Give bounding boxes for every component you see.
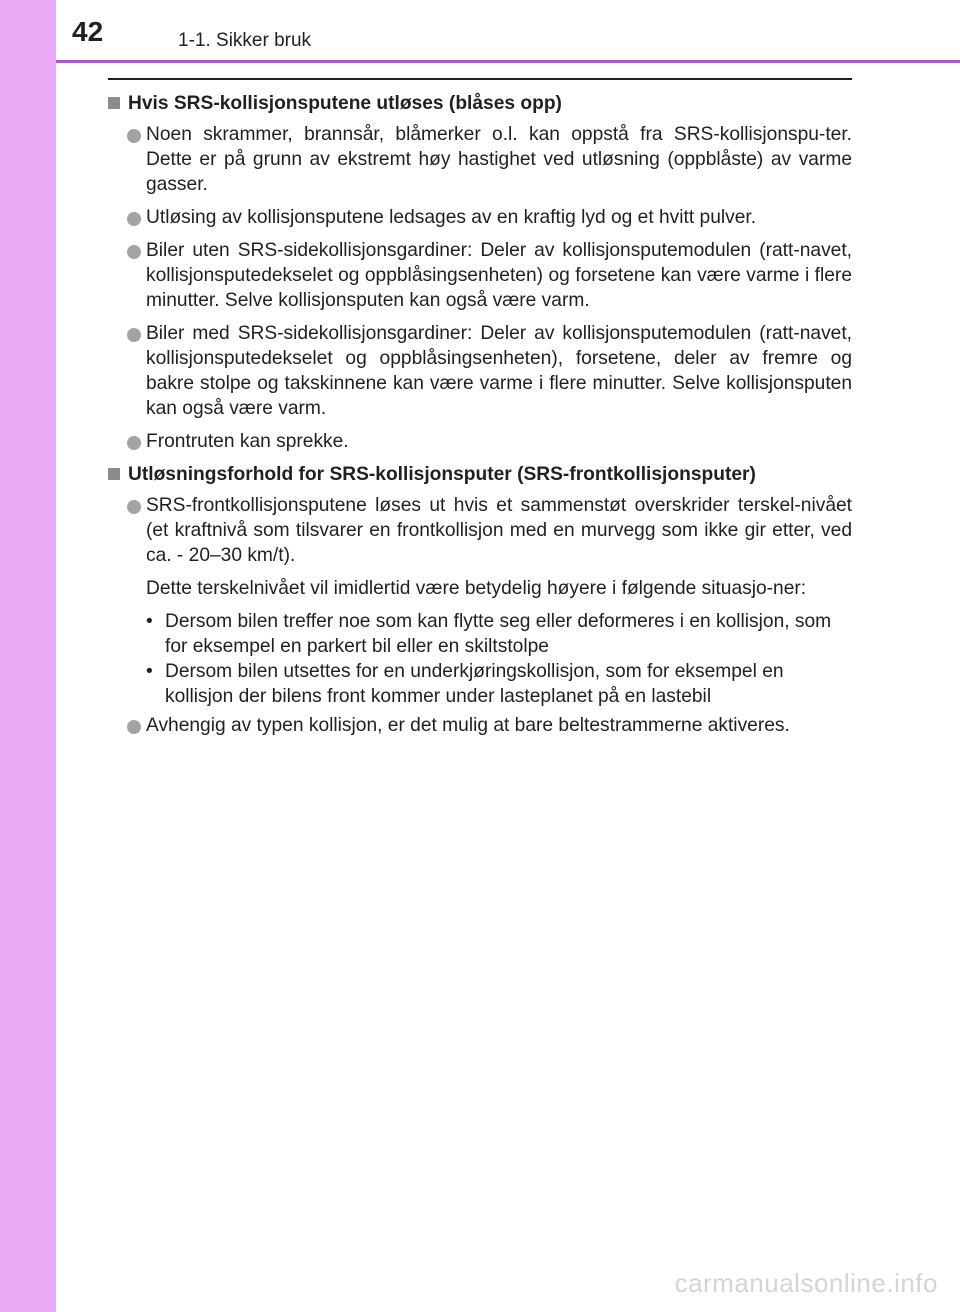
list-item	[108, 238, 852, 313]
watermark: carmanualsonline.info	[674, 1268, 938, 1298]
list-item	[108, 713, 852, 738]
bullet-marker: •	[146, 661, 153, 682]
section-title: 1-1. Sikker bruk	[178, 30, 312, 51]
circle-bullet-icon	[127, 129, 141, 143]
circle-bullet-icon	[127, 328, 141, 342]
list-item	[108, 321, 852, 421]
circle-bullet-icon	[127, 245, 141, 259]
bullet-text: Avhengig av typen kollisjon, er det mulig at bare beltestrammerne aktiveres.	[146, 715, 790, 736]
header-divider	[56, 60, 960, 63]
circle-bullet-icon	[127, 500, 141, 514]
heading-text: Utløsningsforhold for SRS-kollisjonsputer (SRS-frontkollisjonsputer)	[128, 464, 756, 485]
bullet-text: SRS-frontkollisjonsputene løses ut hvis et sammenstøt overskrider terskel-nivået (et kraftnivå som tilsvarer en frontkollisjon med en murvegg som ikke gir etter, ved ca. - 20–30 km/t).	[146, 495, 852, 566]
content-top-rule	[108, 78, 852, 80]
sub-list-item	[108, 609, 852, 659]
sub-item-text: Dersom bilen treffer noe som kan flytte seg eller deformeres i en kollisjon, som for eksempel en parkert bil eller en skiltstolpe	[165, 611, 832, 657]
list-item	[108, 205, 852, 230]
bullet-text: Utløsing av kollisjonsputene ledsages av en kraftig lyd og et hvitt pulver.	[146, 207, 757, 228]
section-heading	[108, 91, 852, 116]
circle-bullet-icon	[127, 436, 141, 450]
sidebar-tab	[0, 0, 56, 1312]
heading-text: Hvis SRS-kollisjonsputene utløses (blåses opp)	[128, 93, 562, 114]
list-item	[108, 122, 852, 197]
list-item	[108, 429, 852, 454]
section-heading	[108, 462, 852, 487]
bullet-text: Biler med SRS-sidekollisjonsgardiner: Deler av kollisjonsputemodulen (ratt-navet, kollisjonsputedekselet og oppblåsingsenheten), forsetene, deler av fremre og bakre stolpe og takskinnene kan være varme i flere minutter. Selve kollisjonsputen kan også være varm.	[146, 323, 852, 419]
bullet-text: Frontruten kan sprekke.	[146, 431, 349, 452]
square-bullet-icon	[108, 97, 120, 109]
bullet-text: Biler uten SRS-sidekollisjonsgardiner: Deler av kollisjonsputemodulen (ratt-navet, kollisjonsputedekselet og oppblåsingsenheten) og forsetene kan være varme i flere minutter. Selve kollisjonsputen kan også være varm.	[146, 240, 852, 311]
bullet-text: Noen skrammer, brannsår, blåmerker o.l. kan oppstå fra SRS-kollisjonspu-ter. Dette er på grunn av ekstremt høy hastighet ved utløsning (oppblåste) av varme gasser.	[146, 124, 852, 195]
page-number: 42	[72, 16, 104, 47]
sub-list-item	[108, 659, 852, 709]
bullet-marker: •	[146, 611, 153, 632]
square-bullet-icon	[108, 468, 120, 480]
page-content	[108, 91, 852, 746]
body-paragraph: Dette terskelnivået vil imidlertid være betydelig høyere i følgende situasjo-ner:	[146, 578, 807, 599]
circle-bullet-icon	[127, 720, 141, 734]
sub-item-text: Dersom bilen utsettes for en underkjøringskollisjon, som for eksempel en kollisjon der bilens front kommer under lasteplanet på en lastebil	[165, 661, 784, 707]
circle-bullet-icon	[127, 212, 141, 226]
list-item	[108, 493, 852, 568]
